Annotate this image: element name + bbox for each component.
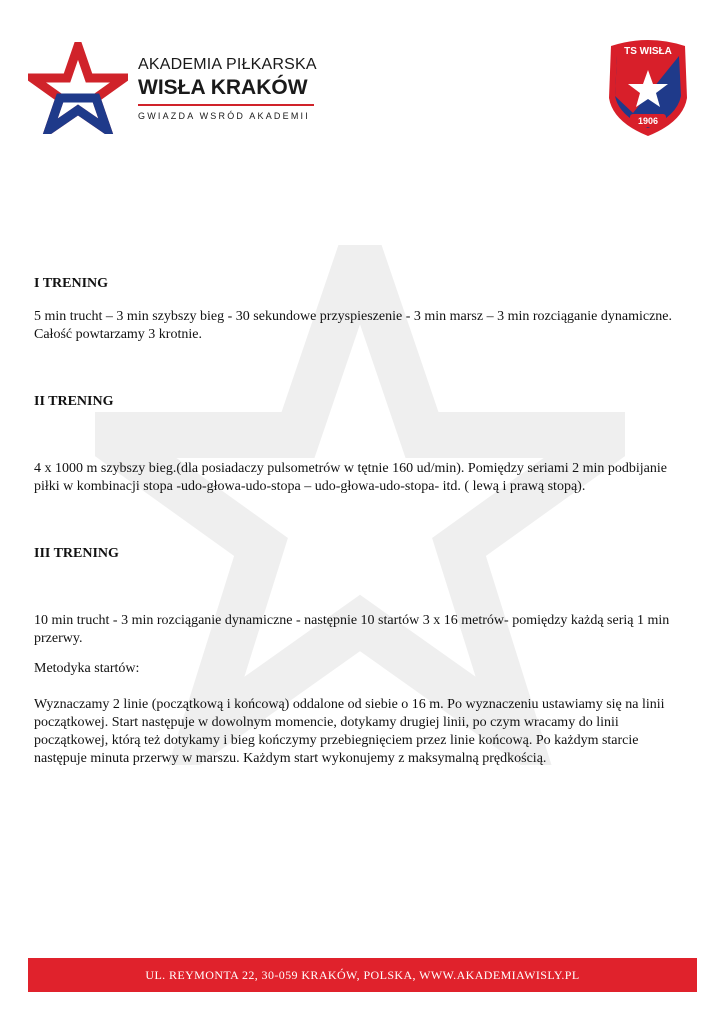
- section-heading: III TRENING: [34, 546, 119, 561]
- paragraph: Wyznaczamy 2 linie (początkową i końcową) oddalone od siebie o 16 m. Po wyznaczeniu ustawiamy się na linii początkowej. Start następuje w dowolnym momencie, dotykamy drugiej linii, po czym wracamy do linii początkowej, którą też dotykamy i bieg kończymy przebiegnięciem przez linie końcową. Po każdym starcie następuje minuta przerwy w marszu. Każdym start wykonujemy z maksymalną prędkością.: [34, 697, 665, 766]
- academy-star-icon: [28, 42, 128, 134]
- crest-title: TS WISŁA: [624, 46, 672, 57]
- section-heading: I TRENING: [34, 276, 109, 291]
- logo-club-name: WISŁA KRAKÓW: [138, 76, 308, 99]
- logo-title-line: AKADEMIA PIŁKARSKA: [138, 56, 317, 73]
- paragraph: Metodyka startów:: [34, 661, 140, 676]
- paragraph: 5 min trucht – 3 min szybszy bieg - 30 sekundowe przyspieszenie - 3 min marsz – 3 min rozciąganie dynamiczne. Całość powtarzamy 3 krotnie.: [34, 309, 672, 342]
- logo-divider: [138, 104, 314, 106]
- club-crest-icon: [603, 38, 693, 138]
- footer-address: UL. REYMONTA 22, 30-059 KRAKÓW, POLSKA, WWW.AKADEMIAWISLY.PL: [145, 967, 580, 982]
- paragraph: 4 x 1000 m szybszy bieg.(dla posiadaczy pulsometrów w tętnie 160 ud/min). Pomiędzy seriami 2 min podbijanie piłki w kombinacji stopa -udo-głowa-udo-stopa – udo-głowa-udo-stopa- itd. ( lewą i prawą stopą).: [34, 461, 667, 494]
- crest-year: 1906: [637, 116, 659, 126]
- logo-tagline: GWIAZDA WSRÓD AKADEMII: [138, 111, 310, 121]
- academy-logo: [28, 42, 318, 134]
- paragraph: 10 min trucht - 3 min rozciąganie dynamiczne - następnie 10 startów 3 x 16 metrów- pomiędzy każdą serią 1 min przerwy.: [34, 613, 670, 646]
- section-heading: II TRENING: [34, 394, 114, 409]
- footer-bar: [28, 958, 697, 992]
